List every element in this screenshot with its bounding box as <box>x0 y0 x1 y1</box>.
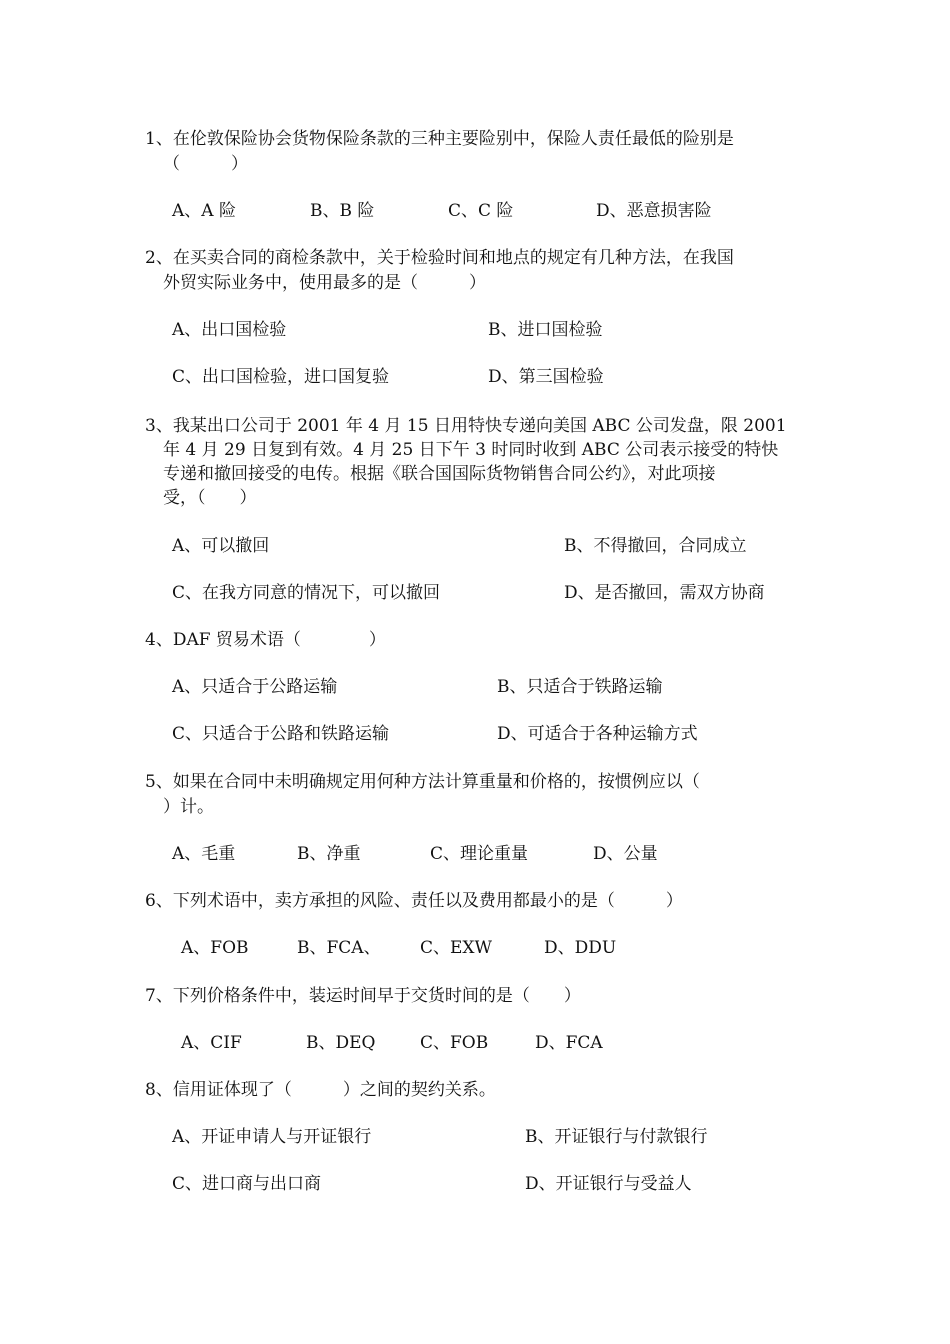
question-2-option-d: D、第三国检验 <box>488 367 604 387</box>
question-8-option-d: D、开证银行与受益人 <box>525 1174 692 1194</box>
question-4-option-a: A、只适合于公路运输 <box>172 677 338 697</box>
question-5-option-b: B、净重 <box>297 844 361 864</box>
question-8-option-a: A、开证申请人与开证银行 <box>172 1127 372 1147</box>
question-4-line-1: 4、DAF 贸易术语（ ） <box>145 630 386 650</box>
question-8-line-1: 8、信用证体现了（ ）之间的契约关系。 <box>145 1080 496 1100</box>
question-1-option-a: A、A 险 <box>172 201 236 221</box>
question-3-line-1: 3、我某出口公司于 2001 年 4 月 15 日用特快专递向美国 ABC 公司发盘，限 2001 <box>145 416 787 436</box>
question-3-option-d: D、是否撤回，需双方协商 <box>564 583 765 603</box>
question-1-option-b: B、B 险 <box>310 201 375 221</box>
question-6-option-a: A、FOB <box>181 938 249 958</box>
question-5-line-2: ）计。 <box>163 797 214 817</box>
question-2-line-2: 外贸实际业务中，使用最多的是（ ） <box>163 273 486 293</box>
question-3-option-c: C、在我方同意的情况下，可以撤回 <box>172 583 441 603</box>
question-1-line-1: 1、在伦敦保险协会货物保险条款的三种主要险别中，保险人责任最低的险别是 <box>145 129 734 149</box>
question-8-option-c: C、进口商与出口商 <box>172 1174 322 1194</box>
question-4-option-d: D、可适合于各种运输方式 <box>497 724 698 744</box>
question-7-option-b: B、DEQ <box>306 1033 376 1053</box>
question-3-line-4: 受，（ ） <box>163 488 257 508</box>
question-3-line-2: 年 4 月 29 日复到有效。4 月 25 日下午 3 时同时收到 ABC 公司表示接受的特快 <box>163 440 779 460</box>
question-6-line-1: 6、下列术语中，卖方承担的风险、责任以及费用都最小的是（ ） <box>145 891 683 911</box>
question-2-option-b: B、进口国检验 <box>488 320 603 340</box>
question-6-option-d: D、DDU <box>544 938 617 958</box>
question-2-line-1: 2、在买卖合同的商检条款中，关于检验时间和地点的规定有几种方法，在我国 <box>145 248 734 268</box>
question-5-option-d: D、公量 <box>593 844 658 864</box>
question-7-line-1: 7、下列价格条件中，装运时间早于交货时间的是（ ） <box>145 986 581 1006</box>
question-6-option-c: C、EXW <box>420 938 492 958</box>
question-5-line-1: 5、如果在合同中未明确规定用何种方法计算重量和价格的，按惯例应以（ <box>145 772 700 792</box>
question-1-line-2: （ ） <box>163 154 248 174</box>
question-5-option-a: A、毛重 <box>172 844 236 864</box>
question-6-option-b: B、FCA、 <box>297 938 381 958</box>
question-1-option-c: C、C 险 <box>448 201 514 221</box>
question-7-option-c: C、FOB <box>420 1033 489 1053</box>
question-5-option-c: C、理论重量 <box>430 844 529 864</box>
question-2-option-a: A、出口国检验 <box>172 320 287 340</box>
question-1-option-d: D、恶意损害险 <box>596 201 712 221</box>
question-2-option-c: C、出口国检验，进口国复验 <box>172 367 390 387</box>
question-3-line-3: 专递和撤回接受的电传。根据《联合国国际货物销售合同公约》，对此项接 <box>163 464 716 484</box>
question-3-option-a: A、可以撤回 <box>172 536 270 556</box>
question-4-option-b: B、只适合于铁路运输 <box>497 677 663 697</box>
question-8-option-b: B、开证银行与付款银行 <box>525 1127 708 1147</box>
question-7-option-d: D、FCA <box>535 1033 603 1053</box>
question-7-option-a: A、CIF <box>181 1033 242 1053</box>
question-3-option-b: B、不得撤回，合同成立 <box>564 536 747 556</box>
question-4-option-c: C、只适合于公路和铁路运输 <box>172 724 390 744</box>
